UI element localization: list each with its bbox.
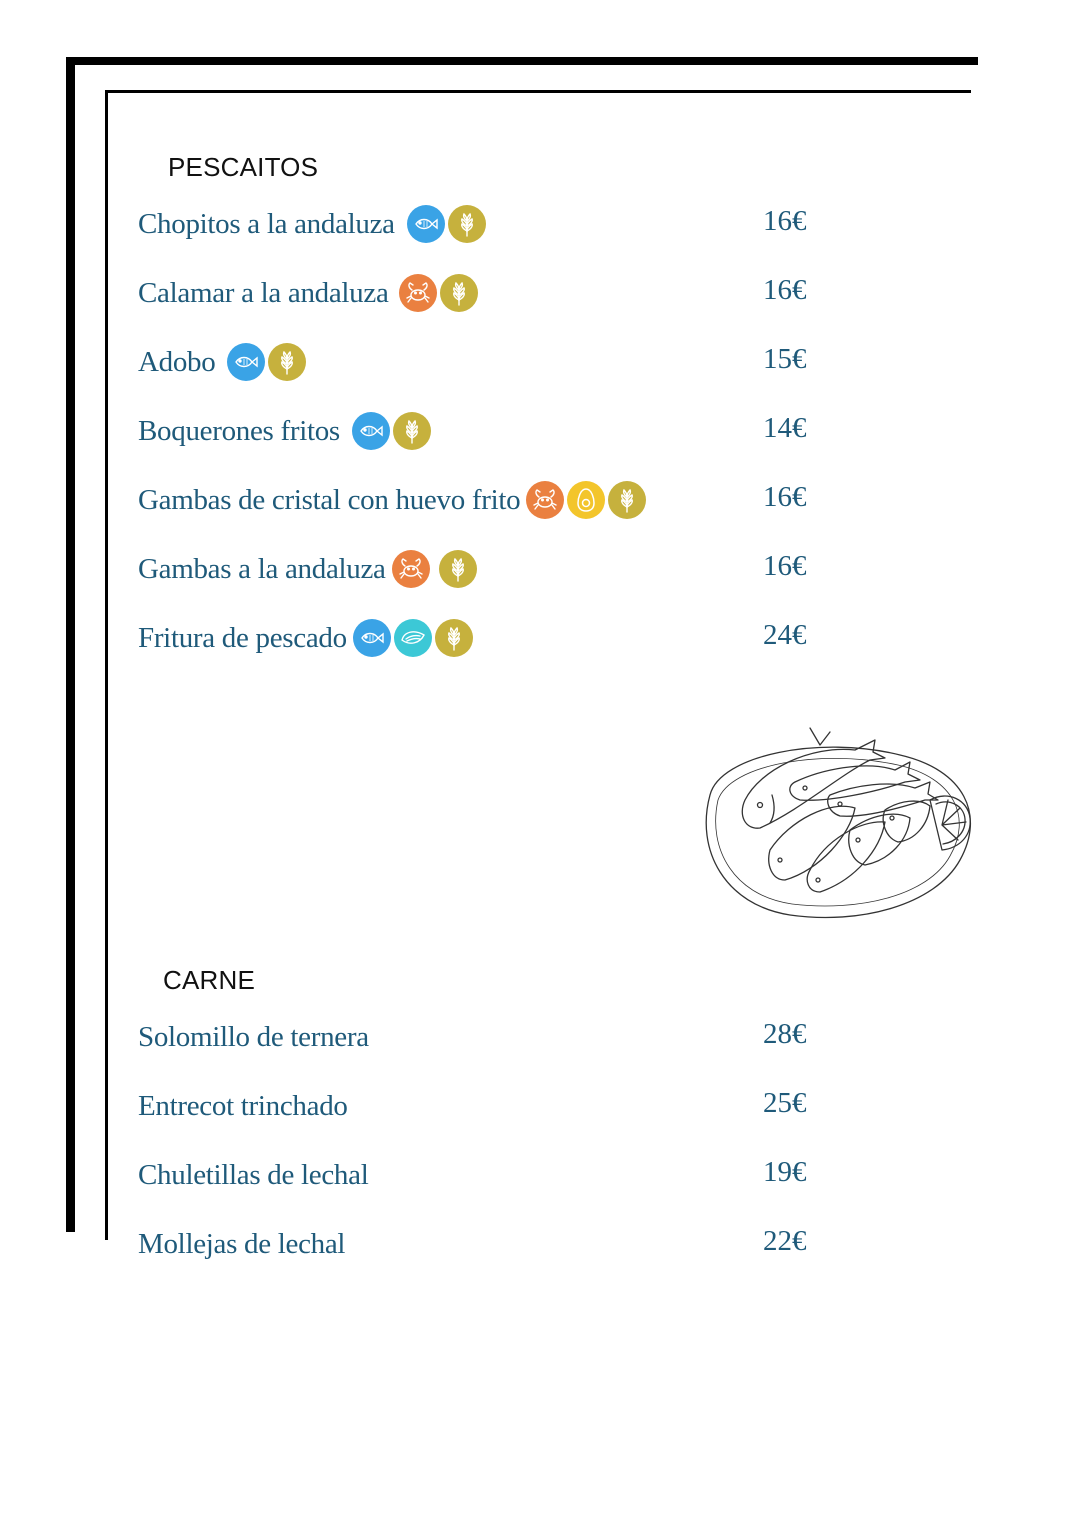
item-price: 15€ (763, 343, 807, 375)
menu-item (138, 1222, 838, 1266)
allergen-icons (526, 481, 646, 519)
section-title-carne: CARNE (163, 965, 256, 995)
item-name: Solomillo de ternera (138, 1020, 369, 1053)
menu-item (138, 409, 838, 453)
frame-outer-top (66, 57, 978, 65)
allergen-icons (392, 550, 477, 588)
fish-icon (227, 343, 265, 381)
fish-plate-illustration (680, 700, 990, 960)
item-name: Chopitos a la andaluza (138, 207, 395, 240)
item-price: 22€ (763, 1225, 807, 1257)
crab-icon (399, 274, 437, 312)
item-price: 25€ (763, 1087, 807, 1119)
item-name: Chuletillas de lechal (138, 1158, 369, 1191)
allergen-icons (353, 619, 473, 657)
item-name: Mollejas de lechal (138, 1227, 346, 1260)
menu-item (138, 340, 838, 384)
wheat-icon (439, 550, 477, 588)
item-price: 16€ (763, 274, 807, 306)
crab-icon (392, 550, 430, 588)
menu-item (138, 1015, 838, 1059)
menu-item (138, 616, 838, 660)
item-price: 19€ (763, 1156, 807, 1188)
wheat-icon (435, 619, 473, 657)
item-name: Gambas a la andaluza (138, 552, 386, 585)
menu-item (138, 271, 838, 315)
menu-item (138, 1084, 838, 1128)
wheat-icon (268, 343, 306, 381)
egg-icon (567, 481, 605, 519)
item-name: Entrecot trinchado (138, 1089, 348, 1122)
fish-icon (352, 412, 390, 450)
item-price: 14€ (763, 412, 807, 444)
fish-icon (407, 205, 445, 243)
frame-inner-top (105, 90, 971, 93)
item-name: Adobo (138, 345, 216, 378)
fish-icon (353, 619, 391, 657)
shell-icon (394, 619, 432, 657)
item-name: Boquerones fritos (138, 414, 340, 447)
item-price: 24€ (763, 619, 807, 651)
item-price: 28€ (763, 1018, 807, 1050)
wheat-icon (608, 481, 646, 519)
item-price: 16€ (763, 205, 807, 237)
menu-item (138, 1153, 838, 1197)
item-price: 16€ (763, 481, 807, 513)
menu-item (138, 202, 838, 246)
menu-item (138, 547, 838, 591)
allergen-icons (227, 343, 306, 381)
allergen-icons (352, 412, 431, 450)
item-price: 16€ (763, 550, 807, 582)
wheat-icon (393, 412, 431, 450)
wheat-icon (448, 205, 486, 243)
item-name: Gambas de cristal con huevo frito (138, 483, 521, 516)
frame-inner-left (105, 90, 108, 1240)
wheat-icon (440, 274, 478, 312)
frame-outer-left (66, 57, 75, 1232)
menu-item (138, 478, 838, 522)
section-title-pescaitos: PESCAITOS (168, 152, 319, 182)
crab-icon (526, 481, 564, 519)
allergen-icons (399, 274, 478, 312)
item-name: Calamar a la andaluza (138, 276, 389, 309)
allergen-icons (407, 205, 486, 243)
item-name: Fritura de pescado (138, 621, 347, 654)
